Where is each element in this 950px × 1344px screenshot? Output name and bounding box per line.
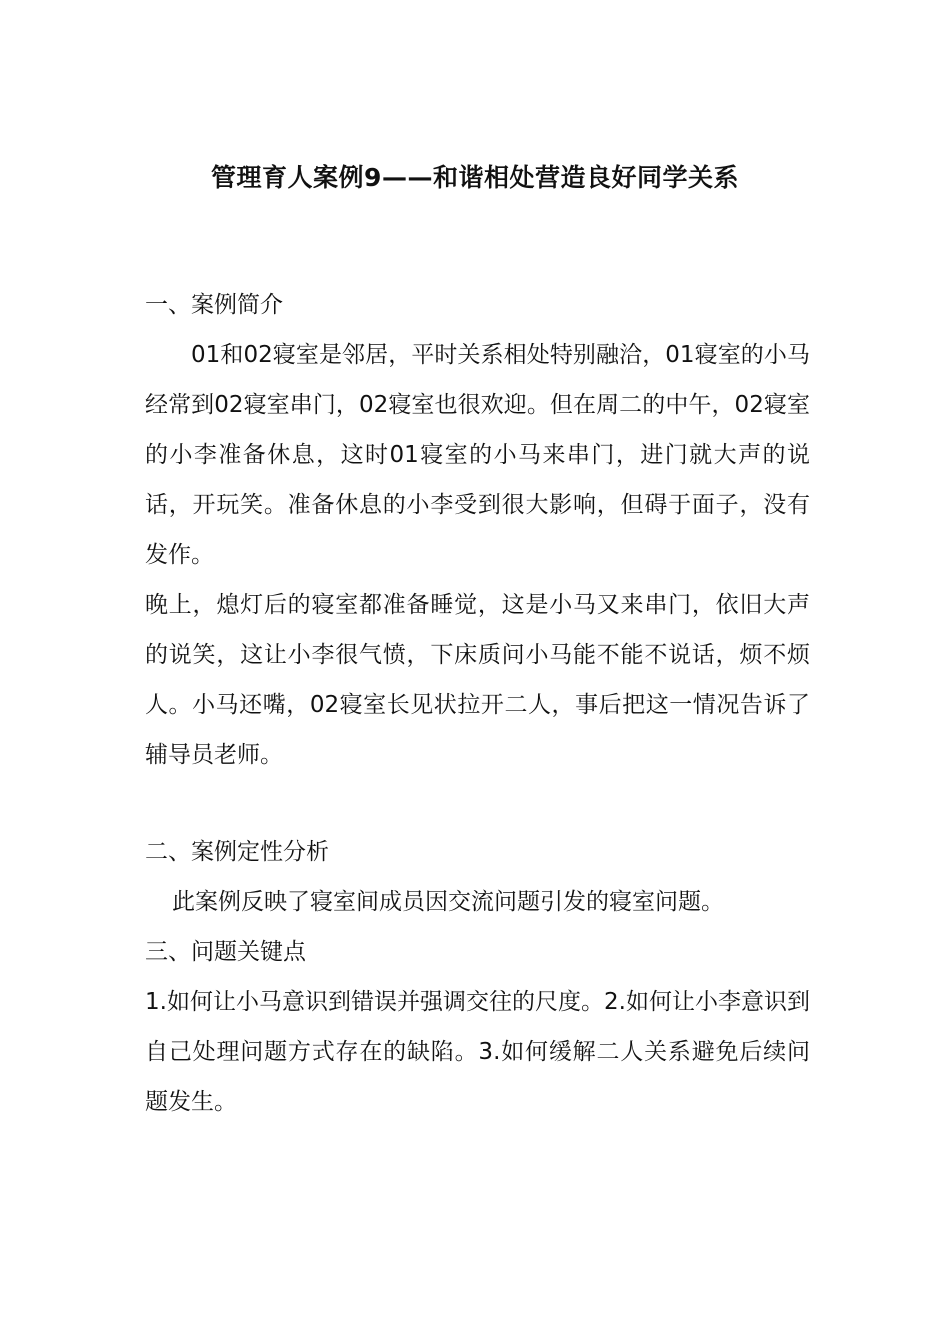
paragraph: 此案例反映了寝室间成员因交流问题引发的寝室问题。 (172, 889, 724, 915)
section-heading: 二、案例定性分析 (145, 839, 329, 865)
paragraph: 1.如何让小马意识到错误并强调交往的尺度。2.如何让小李意识到自己处理问题方式存在的缺陷。3.如何缓解二人关系避免后续问题发生。 (145, 989, 810, 1115)
section-case-analysis (145, 827, 810, 927)
section-case-intro (145, 280, 810, 780)
section-key-points (145, 927, 810, 1127)
section-heading: 一、案例简介 (145, 292, 283, 318)
document-title: 管理育人案例9——和谐相处营造良好同学关系 (211, 163, 739, 192)
paragraph: 晚上，熄灯后的寝室都准备睡觉，这是小马又来串门，依旧大声的说笑，这让小李很气愤，下床质问小马能不能不说话，烦不烦人。小马还嘴，02寝室长见状拉开二人，事后把这一情况告诉了辅导员老师。 (145, 592, 810, 768)
paragraph: 01和02寝室是邻居，平时关系相处特别融洽，01寝室的小马经常到02寝室串门，02寝室也很欢迎。但在周二的中午，02寝室的小李准备休息，这时01寝室的小马来串门，进门就大声的说话，开玩笑。准备休息的小李受到很大影响，但碍于面子，没有发作。 (145, 342, 810, 568)
section-heading: 三、问题关键点 (145, 939, 306, 965)
